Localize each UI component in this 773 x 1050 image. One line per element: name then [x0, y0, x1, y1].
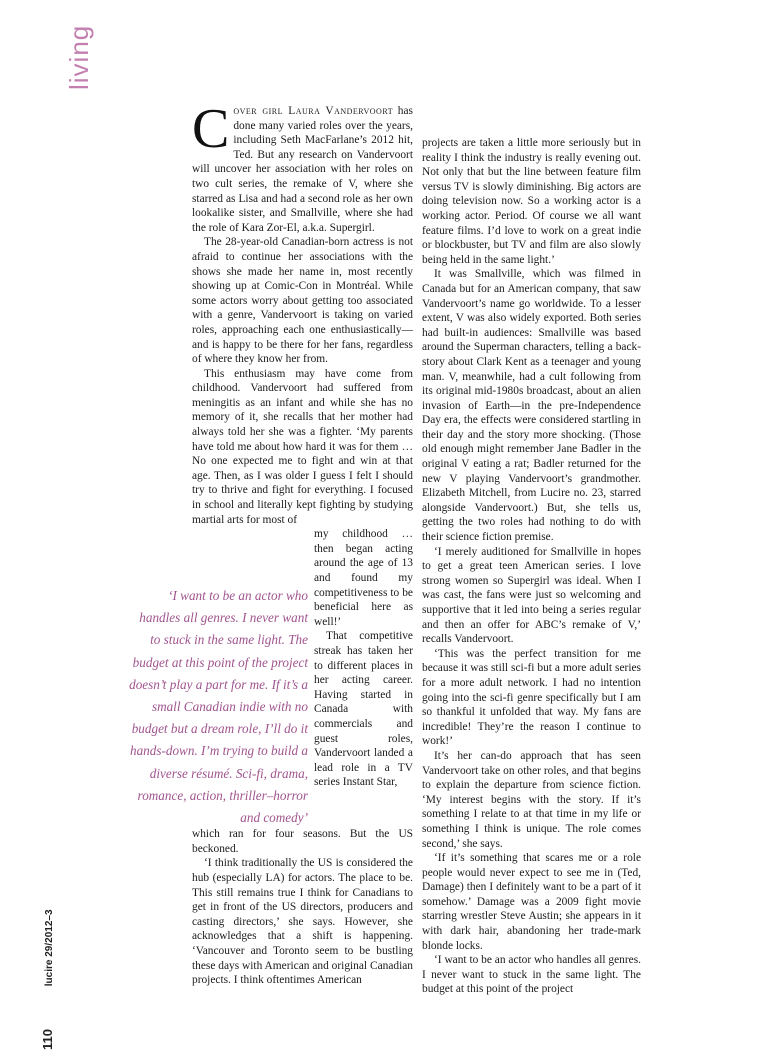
- article-paragraph: ‘I want to be an actor who handles all genres. I never want to stuck in the same light. The budget at this point of the project: [422, 954, 641, 996]
- lead-in: over girl Laura Vandervoort: [233, 105, 394, 117]
- magazine-name: lucire: [44, 959, 55, 987]
- article-paragraph: ‘I merely auditioned for Smallville in hopes to get a great teen American series. I love strong women so Supergirl was ideal. When I was cast, the fans were just so welcoming and supportive that it led into being a series regular and then an offer for ABC’s remake of V,’ recalls Vandervoort.: [422, 545, 641, 646]
- article-paragraph: This enthusiasm may have come from childhood. Vandervoort had suffered from meningitis as an infant and while she has no memory of it, she recalls that her mother had always told her she was a fighter. ‘My parents have told me about how hard it was for them … No one expected me to fight and win at that age. Then, as I was older I guess I felt I should try to thrive and fight for everything. I focused in school and literally kept fighting by studying martial arts for most of: [192, 367, 413, 526]
- paragraph-text: has done many varied roles over the years, including Seth MacFarlane’s 2012 hit, Ted. But any research on Vandervoort will uncover her association with her roles on two cult series, the remake of V, where she starred as Lisa and had a second role as her own lookalike sister, and Smallville, where she had the role of Kara Zor-El, a.k.a. Supergirl.: [192, 105, 413, 234]
- article-paragraph: That competitive streak has taken her to different places in her acting career. Having started in Canada with commercials and guest roles, Vandervoort landed a lead role in a TV series Instant Star,: [314, 630, 413, 789]
- pull-quote: ‘I want to be an actor who handles all genres. I never want to stuck in the same light. The budget at this point of the project doesn’t play a part for me. If it’s a small Canadian indie with no budget but a dream role, I’ll do it hands-down. I’m trying to build a diverse résumé. Sci-fi, drama, romance, action, thriller–horror and comedy’: [129, 588, 308, 826]
- article-paragraph: It was Smallville, which was filmed in Canada but for an American company, that saw Vandervoort’s name go worldwide. To a lesser extent, V was also widely exported. Both series had built-in audiences: Smallville was based around the Superman characters, telling a back-story about Clark Kent as a teenager and young man. V, meanwhile, had a cult following from its original mid-1980s broadcast, about an alien invasion of Earth—in the pre-Independence Day era, the effects were considered startling in their day and the story more shocking. (Those old enough might remember Jane Badler in the original V eating a rat; Badler returned for the new V playing Vandervoort’s grandmother. Elizabeth Mitchell, from Lucire no. 23, starred alongside Vandervoort.) But, she tells us, getting the two roles had nothing to do with their science fiction premise.: [422, 268, 641, 544]
- article-paragraph: ‘If it’s something that scares me or a role people would never expect to see me in (Ted, Damage) then I definitely want to be a part of it somehow.’ Damage was a 2009 fight movie starring wrestler Steve Austin; she appears in it with dark hair, abandoning her trade-mark blonde locks.: [422, 852, 641, 952]
- article-paragraph: my childhood … then began acting around the age of 13 and found my competitiveness to be beneficial here as well!’: [314, 528, 413, 628]
- drop-cap: C: [192, 98, 230, 160]
- page-number: 110: [40, 1029, 55, 1050]
- article-column-2: [422, 136, 641, 997]
- section-label: living: [64, 24, 94, 90]
- issue-number: 29/2012–3: [44, 909, 55, 957]
- folio: [40, 909, 55, 1050]
- article-paragraph: [192, 98, 413, 235]
- article-paragraph: It’s her can-do approach that has seen Vandervoort take on other roles, and that begins to explain the departure from science fiction. ‘My interest begins with the story. If it’s something I relate to at that time in my life or something I think is unique. The role comes second,’ she says.: [422, 749, 641, 850]
- article-paragraph: which ran for four seasons. But the US beckoned.: [192, 828, 413, 855]
- article-paragraph: The 28-year-old Canadian-born actress is not afraid to continue her associations with the shows she made her name in, most recently showing up at Comic-Con in Montréal. While some actors worry about getting too associated with a genre, Vandervoort is taking on varied roles, approaching each one enthusiastically—and is happy to be there for her fans, regardless of where they know her from.: [192, 236, 413, 366]
- article-column-1: [192, 98, 413, 988]
- article-paragraph: projects are taken a little more seriously but in reality I think the industry is really evening out. Not only that but the line between feature film versus TV is slowly diminishing. Big actors are doing television now. So a working actor is a working actor. Period. Of course we all want feature films. I’d love to work on a great indie or blockbuster, but TV and film are also slowly being held in the same light.’: [422, 137, 641, 266]
- article-paragraph: ‘This was the perfect transition for me because it was still sci-fi but a more adult series for a more adult network. I had no intention going into the sci-fi genre specifically but I am so thankful it unfolded that way. My fans are incredible! They’re the reason I continue to work!’: [422, 647, 641, 748]
- article-paragraph: ‘I think traditionally the US is considered the hub (especially LA) for actors. The place to be. This still remains true I think for Canadians to get in front of the US directors, producers and casting directors,’ she says. However, she acknowledges that a shift is happening. ‘Vancouver and Toronto seem to be bustling these days with American and original Canadian projects. I think oftentimes American: [192, 857, 413, 987]
